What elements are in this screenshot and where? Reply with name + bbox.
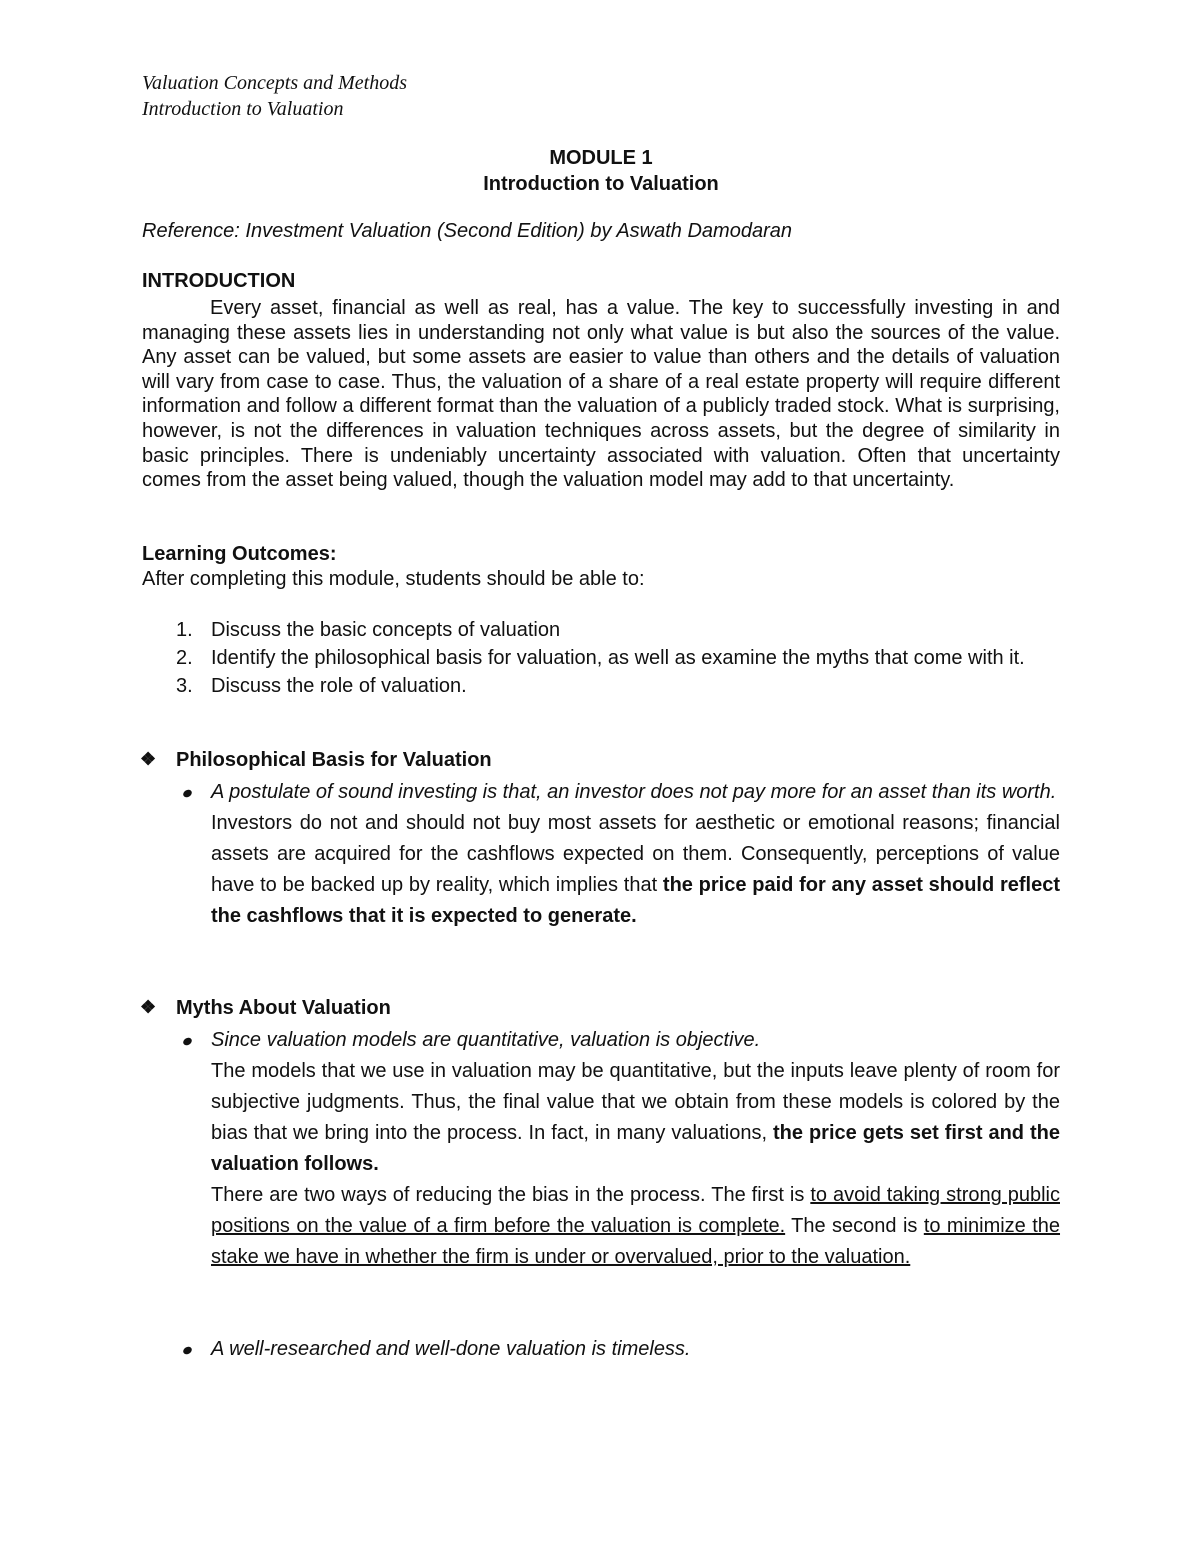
list-item (142, 644, 1060, 672)
philosophical-body (211, 808, 1060, 932)
list-item (142, 616, 1060, 644)
bullet-dot-icon (182, 1345, 193, 1356)
list-text: Identify the philosophical basis for valuation, as well as examine the myths that come with it. (211, 647, 1025, 669)
philosophical-bullet-block (211, 777, 1060, 932)
list-number: 1. (176, 619, 193, 641)
myths-heading-text: Myths About Valuation (176, 997, 391, 1019)
philosophical-postulate: A postulate of sound investing is that, an investor does not pay more for an asset than its worth. (211, 781, 1057, 803)
module-subtitle: Introduction to Valuation (483, 173, 719, 195)
list-number: 2. (176, 647, 193, 669)
bias-underline-2: to minimize the stake we have in whether the firm is under or overvalued, prior to the valuation. (211, 1215, 1061, 1268)
list-text: Discuss the role of valuation. (211, 675, 467, 697)
introduction-paragraph: Every asset, financial as well as real, has a value. The key to successfully investing in and managing these assets lies in understanding not only what value is but also the sources of the value. Any asset can be valued, but some assets are easier to value than others and the details of valuation will vary from case to case. Thus, the valuation of a share of a real estate property will require different information and follow a different format than the valuation of a publicly traded stock. What is surprising, however, is not the differences in valuation techniques across assets, but the degree of similarity in basic principles. There is undeniably uncertainty associated with valuation. Often that uncertainty comes from the asset being valued, though the valuation model may add to that uncertainty. (142, 297, 1060, 492)
myth-2-statement: A well-researched and well-done valuation is timeless. (211, 1338, 691, 1360)
bias-text-2: The second is (785, 1215, 924, 1237)
learning-outcomes-list (142, 616, 1060, 700)
list-number: 3. (176, 675, 193, 697)
myth-1-body-text: The models that we use in valuation may be quantitative, but the inputs leave plenty of room for subjective judgments. Thus, the final value that we obtain from these models is colored by the bias that we bring into the process. In fact, in many valuations, (211, 1060, 1060, 1144)
myth-1-body-bold: the price gets set first and the valuation follows. (211, 1122, 1061, 1175)
myth-1-bias-paragraph (211, 1180, 1060, 1273)
philosophical-body-text: Investors do not and should not buy most assets for aesthetic or emotional reasons; financial assets are acquired for the cashflows expected on them. Consequently, perceptions of value have to be backed up by reality, which implies that (211, 812, 1060, 896)
diamond-bullet-icon: ❖ (140, 997, 157, 1017)
myths-bullet-block-1 (211, 1025, 1060, 1273)
module-title: MODULE 1 (549, 147, 653, 169)
diamond-bullet-icon: ❖ (140, 749, 157, 769)
learning-outcomes-heading: Learning Outcomes: (142, 543, 337, 565)
bias-underline-1: to avoid taking strong public positions on the value of a firm before the valuation is complete. (211, 1184, 1060, 1237)
myths-bullet-block-2 (211, 1334, 1060, 1365)
header-course: Valuation Concepts and Methods (142, 72, 407, 94)
bullet-dot-icon (182, 788, 193, 799)
list-item (142, 672, 1060, 700)
reference-line: Reference: Investment Valuation (Second Edition) by Aswath Damodaran (142, 220, 792, 242)
philosophical-body-bold: the price paid for any asset should reflect the cashflows that it is expected to generate. (211, 874, 1060, 927)
myth-1-statement: Since valuation models are quantitative, valuation is objective. (211, 1029, 761, 1051)
header-topic: Introduction to Valuation (142, 98, 344, 120)
bias-text-1: There are two ways of reducing the bias in the process. The first is (211, 1184, 811, 1206)
learning-outcomes-lead: After completing this module, students should be able to: (142, 568, 645, 590)
philosophical-heading-text: Philosophical Basis for Valuation (176, 749, 492, 771)
introduction-heading: INTRODUCTION (142, 270, 296, 292)
bullet-dot-icon (182, 1036, 193, 1047)
myth-1-body (211, 1056, 1060, 1180)
list-text: Discuss the basic concepts of valuation (211, 619, 561, 641)
